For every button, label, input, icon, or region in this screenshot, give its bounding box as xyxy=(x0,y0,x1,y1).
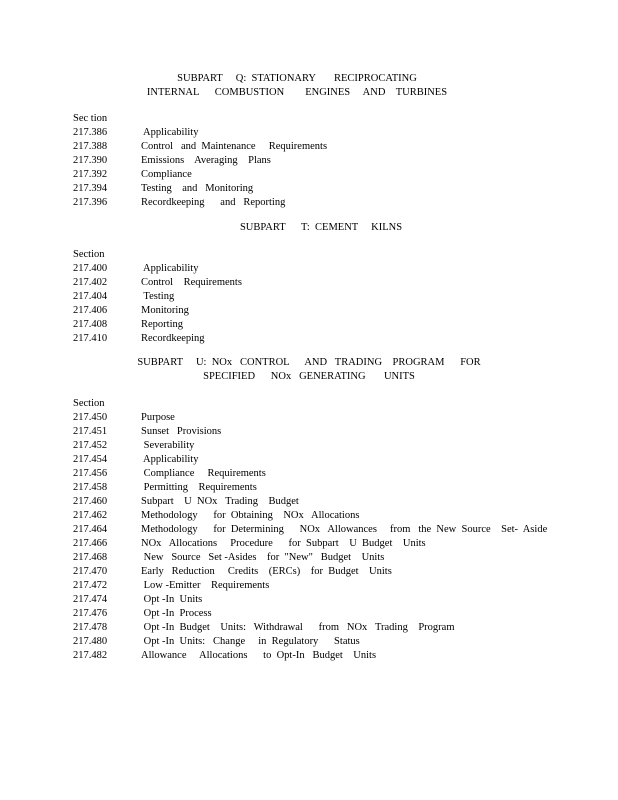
subpart-u-heading-line-1: SUBPART U: NOx CONTROL AND TRADING PROGRAM FOR xyxy=(137,357,481,368)
section-number: 217.456 xyxy=(73,468,108,479)
section-number: 217.462 xyxy=(73,510,108,521)
section-number: 217.480 xyxy=(73,636,108,647)
section-title: Low -Emitter Requirements xyxy=(141,580,270,591)
section-title: Testing xyxy=(141,291,175,302)
section-number: 217.402 xyxy=(73,277,108,288)
section-title: Applicability xyxy=(141,454,199,465)
section-title: Opt -In Units xyxy=(141,594,203,605)
section-number: 217.464 xyxy=(73,524,108,535)
section-number: 217.394 xyxy=(73,183,108,194)
section-number: 217.452 xyxy=(73,440,108,451)
section-number: 217.466 xyxy=(73,538,108,549)
section-number: 217.470 xyxy=(73,566,108,577)
subpart-q-heading-line-2: INTERNAL COMBUSTION ENGINES AND TURBINES xyxy=(146,87,448,98)
section-title: Allowance Allocations to Opt-In Budget Units xyxy=(141,650,377,661)
subpart-u-heading-line-2: SPECIFIED NOx GENERATING UNITS xyxy=(203,371,415,382)
section-title: Opt -In Units: Change in Regulatory Status xyxy=(141,636,360,647)
subpart-q-section-label: Sec tion xyxy=(73,113,108,124)
section-number: 217.408 xyxy=(73,319,108,330)
section-title: Subpart U NOx Trading Budget xyxy=(141,496,299,507)
section-number: 217.450 xyxy=(73,412,108,423)
section-number: 217.458 xyxy=(73,482,108,493)
section-title: Recordkeeping xyxy=(141,333,205,344)
section-number: 217.400 xyxy=(73,263,108,274)
section-title: Control and Maintenance Requirements xyxy=(141,141,328,152)
section-number: 217.410 xyxy=(73,333,108,344)
section-number: 217.468 xyxy=(73,552,108,563)
section-title: Compliance Requirements xyxy=(141,468,266,479)
section-title: Monitoring xyxy=(141,305,189,316)
section-number: 217.482 xyxy=(73,650,108,661)
section-title: Opt -In Budget Units: Withdrawal from NOx Trading Program xyxy=(141,622,455,633)
section-title: Early Reduction Credits (ERCs) for Budget Units xyxy=(141,566,392,577)
section-number: 217.404 xyxy=(73,291,108,302)
section-title: Sunset Provisions xyxy=(141,426,222,437)
section-number: 217.388 xyxy=(73,141,108,152)
section-number: 217.390 xyxy=(73,155,108,166)
section-number: 217.396 xyxy=(73,197,108,208)
section-number: 217.478 xyxy=(73,622,108,633)
section-title: Compliance xyxy=(141,169,192,180)
section-title: New Source Set -Asides for "New" Budget Units xyxy=(141,552,385,563)
section-number: 217.460 xyxy=(73,496,108,507)
section-number: 217.451 xyxy=(73,426,108,437)
section-title: Applicability xyxy=(141,263,199,274)
section-title: Methodology for Determining NOx Allowances from the New Source Set- Aside xyxy=(141,524,548,535)
section-number: 217.472 xyxy=(73,580,108,591)
subpart-t-heading: SUBPART T: CEMENT KILNS xyxy=(239,222,403,233)
subpart-t-section-label: Section xyxy=(73,249,105,260)
subpart-q-heading-line-1: SUBPART Q: STATIONARY RECIPROCATING xyxy=(177,73,417,84)
section-title: Applicability xyxy=(141,127,199,138)
section-title: Emissions Averaging Plans xyxy=(141,155,271,166)
subpart-u-section-label: Section xyxy=(73,398,105,409)
section-title: Purpose xyxy=(141,412,175,423)
section-number: 217.476 xyxy=(73,608,108,619)
section-number: 217.454 xyxy=(73,454,108,465)
section-number: 217.406 xyxy=(73,305,108,316)
section-title: Control Requirements xyxy=(141,277,242,288)
section-title: Recordkeeping and Reporting xyxy=(141,197,286,208)
section-number: 217.386 xyxy=(73,127,108,138)
section-title: NOx Allocations Procedure for Subpart U Budget Units xyxy=(141,538,426,549)
section-title: Severability xyxy=(141,440,195,451)
section-title: Testing and Monitoring xyxy=(141,183,254,194)
section-title: Permitting Requirements xyxy=(141,482,257,493)
section-number: 217.474 xyxy=(73,594,108,605)
section-number: 217.392 xyxy=(73,169,108,180)
section-title: Reporting xyxy=(141,319,183,330)
section-title: Methodology for Obtaining NOx Allocations xyxy=(141,510,360,521)
section-title: Opt -In Process xyxy=(141,608,212,619)
